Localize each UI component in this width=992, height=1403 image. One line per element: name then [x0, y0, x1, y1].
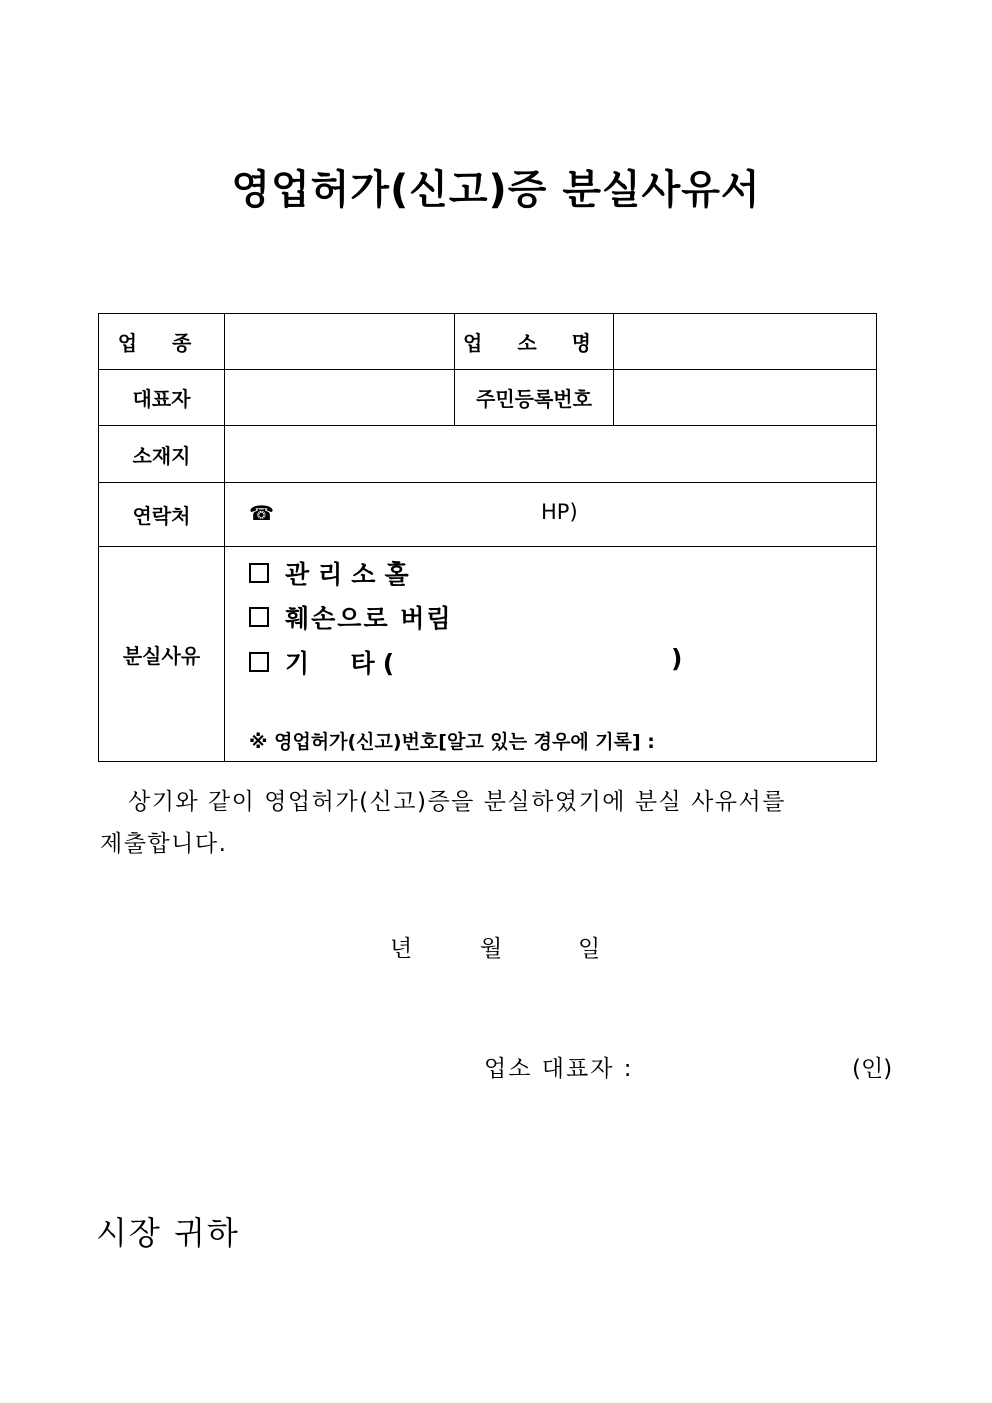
option-label: 기 타(: [285, 649, 403, 678]
document-title: 영업허가(신고)증 분실사유서: [231, 167, 761, 213]
address-field[interactable]: [225, 426, 877, 483]
license-number-note: ※ 영업허가(신고)번호[알고 있는 경우에 기록] :: [249, 731, 655, 753]
loss-reason-field: [225, 547, 877, 762]
option-damaged-discarded[interactable]: [249, 599, 453, 635]
contact-field[interactable]: [225, 483, 877, 547]
contact-label: 연락처: [99, 483, 225, 547]
business-type-field[interactable]: [225, 314, 455, 370]
date-month-label: 월: [480, 936, 503, 962]
checkbox-icon[interactable]: [249, 563, 269, 583]
option-mismanagement[interactable]: [249, 555, 418, 591]
business-name-label: 업 소 명: [455, 314, 614, 370]
option-other[interactable]: [249, 644, 402, 680]
option-label: 관리소홀: [285, 560, 418, 589]
business-name-field[interactable]: [614, 314, 877, 370]
telephone-icon: ☎: [249, 501, 274, 525]
statement-line-2: 제출합니다.: [100, 831, 228, 857]
representative-field[interactable]: [225, 370, 455, 426]
resident-number-field[interactable]: [614, 370, 877, 426]
option-label: 훼손으로 버림: [285, 604, 453, 633]
addressee: 시장 귀하: [96, 1214, 240, 1252]
address-label: 소재지: [99, 426, 225, 483]
info-form-table: [98, 313, 877, 762]
resident-number-label: 주민등록번호: [455, 370, 614, 426]
business-type-label: 업 종: [99, 314, 225, 370]
representative-label: 대표자: [99, 370, 225, 426]
checkbox-icon[interactable]: [249, 652, 269, 672]
seal-mark: (인): [852, 1056, 893, 1082]
date-day-label: 일: [578, 936, 601, 962]
checkbox-icon[interactable]: [249, 607, 269, 627]
other-close-paren: ): [671, 644, 683, 673]
statement-line-1: 상기와 같이 영업허가(신고)증을 분실하였기에 분실 사유서를: [128, 789, 786, 815]
date-year-label: 년: [390, 936, 413, 962]
loss-reason-label: 분실사유: [99, 547, 225, 762]
representative-signature-label: 업소 대표자 :: [484, 1056, 634, 1082]
hp-label: HP): [541, 500, 578, 524]
